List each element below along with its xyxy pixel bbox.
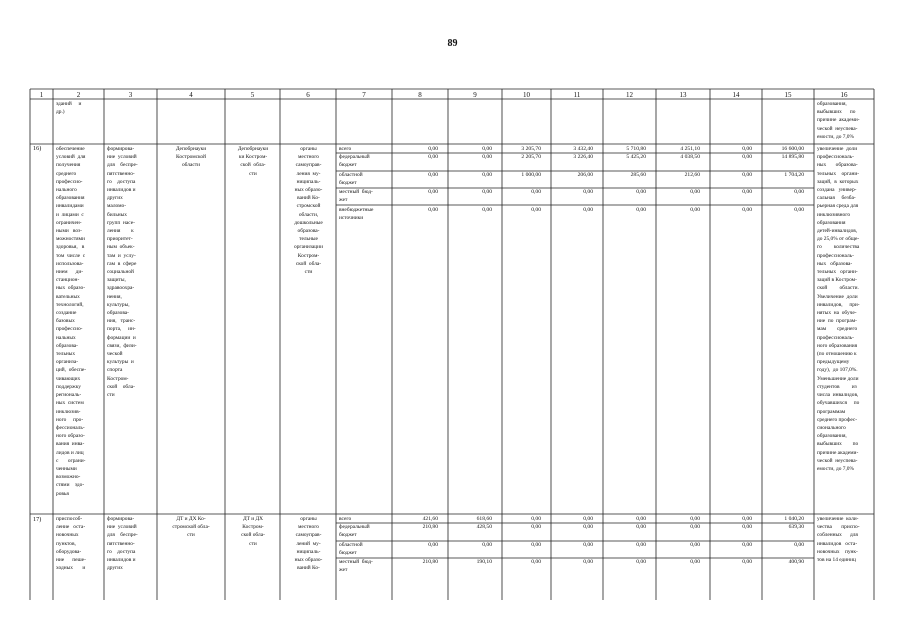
column-header: 14 (732, 91, 740, 99)
funding-value: 0,00 (636, 189, 646, 195)
row17-goal: формирова- ние условий для беспре- пятственно- го доступа инвалидов и других (107, 516, 138, 572)
funding-source-label: местный бюд- жет (339, 559, 373, 574)
funding-source-label: внебюджетные источники (339, 207, 374, 222)
funding-value: 400,90 (788, 559, 804, 565)
page-number: 89 (447, 38, 458, 49)
funding-value: 0,00 (690, 542, 700, 548)
funding-source-label: федеральный бюджет (339, 154, 370, 169)
funding-value: 618,60 (476, 516, 492, 522)
column-header: 7 (362, 91, 366, 99)
funding-value: 0,00 (742, 146, 752, 152)
column-header: 13 (679, 91, 687, 99)
funding-value: 0,00 (583, 516, 593, 522)
column-header: 12 (626, 91, 633, 99)
column-header: 4 (189, 91, 193, 99)
row16-goal: формирова- ние условий для беспре- пятственно- го доступа инвалидов и других маломо- бильных групп насе- ления к приоритет- ным объек- там и услу- гам в сфере социальной защиты, здравоохра- нения, культуры, образова- ния, транс- порта, ин- формации и связи, физи- ческой культуры и спорта Костром- ской обла- сти (107, 146, 138, 399)
row16-measure: обеспечение условий для получения среднего профессио- нального образования инвалидами и лицами с ограничен- ными воз- можностями здоровья, в том числе с использова- нием ди- станцион- ных образо- вательных технологий, создание базовых профессио- нальных образова- тельных организа- ций, обеспе- чивающих поддержку региональ- ных систем инклюзив- ного про- фессиональ- ного образо- вания инва- лидов и лиц с ограни- ченными возможно- стями здо- ровья (56, 146, 87, 497)
column-header: 10 (523, 91, 530, 99)
column-header: 15 (784, 91, 792, 99)
funding-value: 0,00 (482, 172, 492, 178)
row16-participants: органы местного самоуправ- ления му- ниципаль- ных образо- ваний Ко- стромской области, дошкольные образова- тельные организации Костром- ской обла- сти (294, 146, 323, 276)
column-header: 2 (76, 91, 81, 99)
funding-value: 0,00 (583, 189, 593, 195)
funding-value: 0,00 (636, 559, 646, 565)
funding-value: 0,00 (636, 542, 646, 548)
funding-value: 0,00 (428, 542, 438, 548)
funding-value: 0,00 (531, 542, 541, 548)
row17-participants: органы местного самоуправ- лений му- ниципаль- ных образо- ваний Ко- (294, 516, 323, 572)
funding-value: 14 895,80 (781, 154, 804, 160)
funding-value: 190,10 (476, 559, 492, 565)
row-number: 16) (33, 145, 42, 152)
column-header: 1 (39, 91, 44, 99)
funding-value: 3 432,40 (573, 146, 593, 152)
funding-value: 0,00 (690, 516, 700, 522)
cell-top-col16: образования, выбывших по причине академи- ческой неуспева- емости, до 7,0% (817, 101, 860, 140)
column-header: 6 (306, 91, 310, 99)
funding-value: 0,00 (794, 207, 804, 213)
funding-value: 3 205,70 (521, 146, 541, 152)
column-header: 5 (250, 91, 255, 99)
funding-value: 1 704,20 (784, 172, 804, 178)
row16-result: увеличение доли профессиональ- ных образова- тельных органи- заций, в которых создана универ- сальная безба- рьерная среда для инклюзивного образования детей-инвалидов, до 25,0% от обще- го количества профессиональ- ных образова- тельных органи- заций в Костром- ской области. Увеличение доли инвалидов, при- нятых на обуче- ние по програм- мам среднего профессиональ- ного образования (по отношению к предыдущему году), до 107,0%. Уменьшение доли студентов из числа инвалидов, обучавшихся по программам среднего профес- сионального образования, выбывших по причине академи- ческой неуспева- емости, до 7,0% (817, 146, 860, 472)
funding-value: 0,00 (482, 146, 492, 152)
funding-source-label: федеральный бюджет (339, 524, 370, 539)
column-header: 9 (473, 91, 477, 99)
funding-source-label: областной бюджет (339, 172, 363, 187)
funding-value: 0,00 (690, 207, 700, 213)
funding-source-label: областной бюджет (339, 542, 363, 557)
column-header: 16 (840, 91, 848, 99)
funding-value: 421,60 (422, 516, 438, 522)
funding-value: 0,00 (742, 542, 752, 548)
row17-measure: приспособ- ление оста- новочных пунктов, оборудова- ние пеше- ходных и (56, 516, 86, 572)
funding-value: 0,00 (482, 207, 492, 213)
funding-value: 0,00 (583, 542, 593, 548)
funding-value: 4 038,50 (680, 154, 700, 160)
funding-value: 0,00 (742, 559, 752, 565)
funding-source-label: местный бюд- жет (339, 189, 373, 204)
funding-value: 0,00 (531, 207, 541, 213)
row16-executor: Депобрнауки Костромской области (175, 146, 207, 169)
funding-value: 0,00 (482, 542, 492, 548)
funding-value: 16 600,00 (781, 146, 804, 152)
funding-value: 0,00 (531, 524, 541, 530)
funding-value: 1 000,00 (521, 172, 541, 178)
funding-value: 3 226,40 (573, 154, 593, 160)
funding-value: 5 425,20 (626, 154, 646, 160)
funding-value: 0,00 (690, 559, 700, 565)
row17-coexecutor: ДТ и ДХ Костром- ской обла- сти (241, 516, 265, 547)
column-header: 8 (418, 91, 422, 99)
funding-value: 0,00 (742, 172, 752, 178)
funding-value: 1 040,20 (784, 516, 804, 522)
funding-value: 285,60 (630, 172, 646, 178)
funding-value: 0,00 (428, 154, 438, 160)
funding-value: 0,00 (583, 207, 593, 213)
funding-value: 0,00 (742, 207, 752, 213)
funding-value: 0,00 (742, 189, 752, 195)
funding-value: 210,80 (422, 559, 438, 565)
funding-value: 0,00 (690, 189, 700, 195)
funding-value: 0,00 (636, 524, 646, 530)
row-number: 17) (33, 516, 42, 523)
funding-value: 0,00 (794, 542, 804, 548)
funding-value: 428,50 (476, 524, 492, 530)
funding-value: 0,00 (794, 189, 804, 195)
cell-top-col2: зданий и др.) (56, 101, 82, 116)
funding-value: 0,00 (636, 516, 646, 522)
funding-value: 0,00 (428, 172, 438, 178)
funding-value: 0,00 (742, 516, 752, 522)
funding-value: 0,00 (583, 524, 593, 530)
funding-value: 2 205,70 (521, 154, 541, 160)
funding-value: 210,80 (422, 524, 438, 530)
row17-result: увеличение коли- чества приспо- собленных для инвалидов оста- новочных пунк- тов на 14 единиц (817, 516, 860, 564)
funding-source-label: всего (339, 516, 352, 522)
column-header: 11 (573, 91, 581, 99)
funding-value: 639,30 (788, 524, 804, 530)
funding-value: 0,00 (531, 189, 541, 195)
funding-value: 0,00 (482, 189, 492, 195)
row17-executor: ДТ и ДХ Ко- стромской обла- сти (172, 516, 210, 539)
funding-value: 4 251,10 (680, 146, 700, 152)
funding-value: 0,00 (428, 207, 438, 213)
funding-value: 5 710,80 (626, 146, 646, 152)
funding-value: 206,00 (577, 172, 593, 178)
funding-value: 0,00 (690, 524, 700, 530)
funding-value: 0,00 (583, 559, 593, 565)
funding-value: 0,00 (428, 146, 438, 152)
funding-value: 0,00 (531, 516, 541, 522)
funding-value: 0,00 (742, 524, 752, 530)
funding-source-label: всего (339, 146, 352, 152)
funding-value: 212,60 (684, 172, 700, 178)
row16-coexecutor: Депобрнауки ки Костром- ской обла- сти (237, 146, 269, 177)
funding-value: 0,00 (636, 207, 646, 213)
funding-value: 0,00 (428, 189, 438, 195)
funding-value: 0,00 (531, 559, 541, 565)
funding-value: 0,00 (742, 154, 752, 160)
column-header: 3 (128, 91, 133, 99)
funding-value: 0,00 (482, 154, 492, 160)
